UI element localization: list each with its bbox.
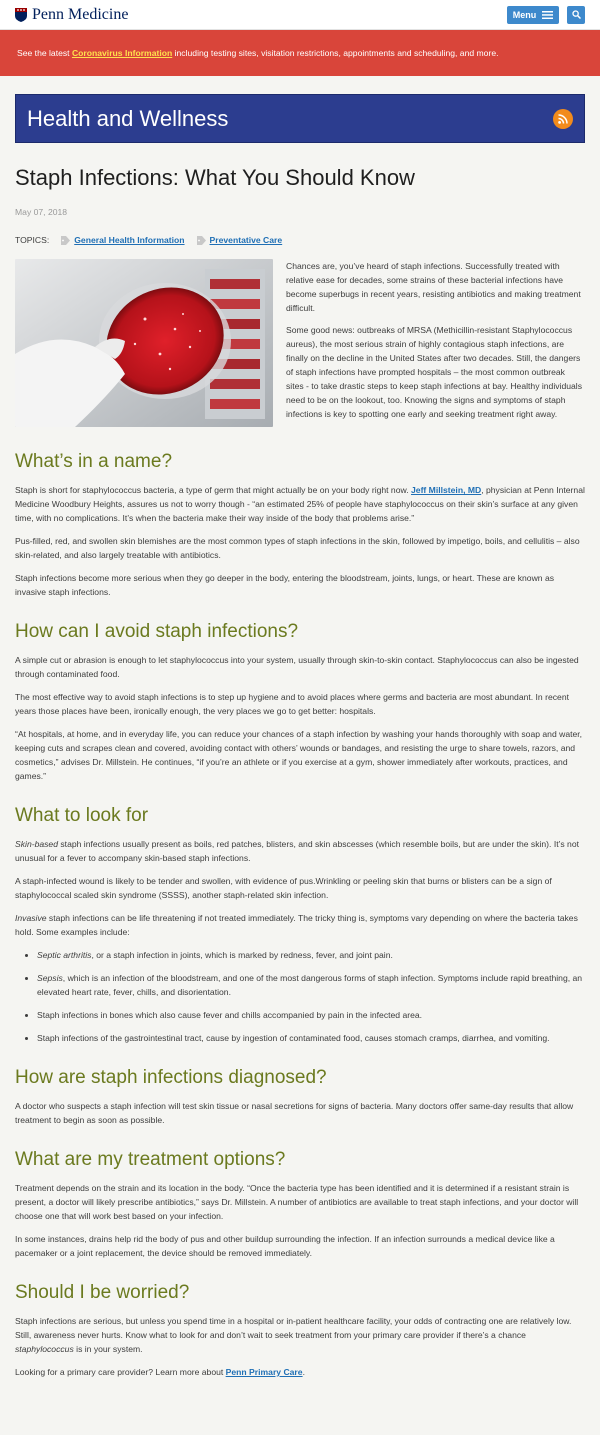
paragraph: Staph infections become more serious when they go deeper in the body, entering the bloodstream, joints, lungs, or heart. These are known as invasive staph infections. (15, 573, 555, 597)
topic-preventative-care[interactable] (197, 233, 283, 247)
section-heading: What to look for (15, 805, 149, 826)
coronavirus-alert-banner (0, 30, 600, 76)
intro-paragraph-1: Chances are, you’ve heard of staph infections. Successfully treated with relative ease for decades, some strains of these bacterial infections have become superbugs in recent years, resisting antibiotics and making treatment difficult. (286, 261, 581, 313)
paragraph (15, 837, 585, 865)
topics-row (15, 233, 585, 247)
text: , or a staph infection in joints, which is marked by redness, fever, and joint pain. (91, 950, 393, 960)
paragraph (15, 1314, 585, 1356)
list-item (22, 948, 585, 962)
alert-text (17, 46, 499, 60)
paragraph (15, 483, 585, 525)
topic-general-health[interactable] (61, 233, 184, 247)
text: , physician at Penn Internal Medicine Woodbury Heights, assures us not to worry though - “an estimated 25% of people have staphylococcus on their skin’s surface at any given time, with no complications. It’s when the bacteria make their way inside of the body that problems arise.” (15, 485, 585, 523)
text: staph infections can be life threatening if not treated immediately. The tricky thing is, symptoms vary depending on where the bacteria takes hold. Some examples include: (15, 913, 578, 937)
topic-label: Preventative Care (209, 235, 283, 245)
text: . (302, 1367, 305, 1377)
alert-prefix: See the latest (17, 48, 72, 58)
intro-paragraph-2: Some good news: outbreaks of MRSA (Methicillin-resistant Staphylococcus aureus), the most serious strain of highly contagious staph infections, are finally on the decline in the United States after two decades. Still, the dangers of staph infections have prompted hospitals – the most common outbreak sites - to take drastic steps to keep staph infections at bay. Healthy individuals need to be on the lookout, too. Knowing the signs and symptoms of staph infections is key to spotting one early and seeking treatment right away. (286, 325, 583, 419)
penn-primary-care-link[interactable]: Penn Primary Care (225, 1367, 303, 1377)
examples-list (22, 948, 585, 1045)
section-heading: What’s in a name? (15, 451, 173, 472)
section-heading: Should I be worried? (15, 1282, 190, 1303)
paragraph: A staph-infected wound is likely to be tender and swollen, with evidence of pus.Wrinkling or peeling skin that burns or blisters can be a sign of staphylococcal scaled skin syndrome (SSSS), another staph-related skin infection. (15, 876, 552, 900)
topic-label: General Health Information (74, 235, 185, 245)
list-item: Staph infections in bones which also cause fever and chills accompanied by pain in the infected area. (22, 1008, 585, 1022)
list-item: Staph infections of the gastrointestinal tract, cause by ingestion of contaminated food, causes stomach cramps, diarrhea, and vomiting. (22, 1031, 585, 1045)
list-item (22, 971, 585, 999)
article-title: Staph Infections: What You Should Know (15, 165, 415, 190)
search-button[interactable] (567, 6, 585, 24)
paragraph: A simple cut or abrasion is enough to let staphylococcus into your system, usually through skin-to-skin contact. Staphylococcus can also be ingested through contaminated food. (15, 655, 579, 679)
article (0, 164, 600, 1379)
topics-label: TOPICS: (15, 235, 50, 245)
logo-text: Penn Medicine (32, 5, 129, 23)
section-heading: How are staph infections diagnosed? (15, 1067, 327, 1088)
alert-suffix: including testing sites, visitation restrictions, appointments and scheduling, and more. (172, 48, 499, 58)
intro-text (286, 259, 585, 429)
paragraph: Pus-filled, red, and swollen skin blemishes are the most common types of staph infections in the skin, followed by impetigo, boils, and cellulitis – also skin-related, and also largely treatable with antibiotics. (15, 536, 580, 560)
tag-icon (61, 236, 70, 245)
jeff-millstein-link[interactable]: Jeff Millstein, MD (411, 485, 482, 495)
section-banner (15, 94, 585, 143)
hamburger-icon (542, 11, 553, 19)
intro-block (15, 259, 585, 429)
paragraph (15, 1365, 585, 1379)
text: Staph infections are serious, but unless you spend time in a hospital or in-patient healthcare facility, your odds of contracting one are relatively low. Still, awareness never hurts. Know what to look for and don’t wait to seek treatment from your primary care provider if there’s a chance (15, 1316, 572, 1340)
top-nav (0, 0, 600, 30)
paragraph: The most effective way to avoid staph infections is to step up hygiene and to avoid places where germs and bacteria are most abundant. In recent years those places have been, ironically enough, the very places we go to get better: hospitals. (15, 692, 569, 716)
section-title: Health and Wellness (27, 105, 229, 131)
paragraph: “At hospitals, at home, and in everyday life, you can reduce your chances of a staph infection by washing your hands thoroughly with soap and water, keeping cuts and scrapes clean and covered, avoiding contact with others’ wounds or bandages, and resisting the urge to share towels, razors, and cosmetics,” advises Dr. Millstein. He continues, “if you’re an athlete or if you exercise at a gym, shower immediately after workouts, practices, and games.” (15, 729, 583, 781)
rss-button[interactable] (553, 109, 573, 129)
emphasis: Skin-based (15, 839, 58, 849)
paragraph: In some instances, drains help rid the body of pus and other buildup surrounding the infection. If an infection surrounds a medical device like a pacemaker or a joint replacement, the device should be removed immediately. (15, 1234, 555, 1258)
text: Staph is short for staphylococcus bacteria, a type of germ that might actually be on your body right now. (15, 485, 412, 495)
rss-icon (558, 114, 568, 124)
text: is in your system. (73, 1344, 143, 1354)
emphasis: staphylococcus (15, 1344, 74, 1354)
menu-label: Menu (512, 9, 537, 20)
paragraph: A doctor who suspects a staph infection will test skin tissue or nasal secretions for signs of bacteria. Many doctors offer same-day results that allow treatment to begin as soon as possible. (15, 1101, 574, 1125)
coronavirus-info-link[interactable]: Coronavirus Information (71, 48, 173, 58)
penn-medicine-logo[interactable] (15, 5, 129, 23)
article-date: May 07, 2018 (15, 207, 68, 217)
petri-dish-photo (15, 259, 273, 427)
tag-icon (197, 236, 206, 245)
emphasis: Invasive (15, 913, 47, 923)
nav-actions (507, 6, 585, 24)
search-icon (572, 10, 581, 19)
penn-shield-icon (15, 8, 27, 22)
text: staph infections usually present as boils, red patches, blisters, and skin abscesses (which resemble boils, but are under the skin). It’s not unusual for a fever to accompany skin-based staph infections. (15, 839, 579, 863)
paragraph (15, 911, 585, 939)
text: , which is an infection of the bloodstream, and one of the most dangerous forms of staph infection. Symptoms include rapid breathing, an elevated heart rate, fever, chills, and disorientation. (37, 973, 583, 997)
section-heading: What are my treatment options? (15, 1149, 286, 1170)
paragraph: Treatment depends on the strain and its location in the body. “Once the bacteria type has been identified and it is determined if a resistant strain is present, a doctor will likely prescribe antibiotics,” says Dr. Millstein. A number of antibiotics are available to treat staph infections, and your doctor will choose one that will work best based on your infection. (15, 1183, 579, 1221)
text: Looking for a primary care provider? Learn more about (15, 1367, 226, 1377)
emphasis: Sepsis (37, 973, 63, 983)
menu-button[interactable] (507, 6, 559, 24)
emphasis: Septic arthritis (37, 950, 92, 960)
section-heading: How can I avoid staph infections? (15, 621, 299, 642)
